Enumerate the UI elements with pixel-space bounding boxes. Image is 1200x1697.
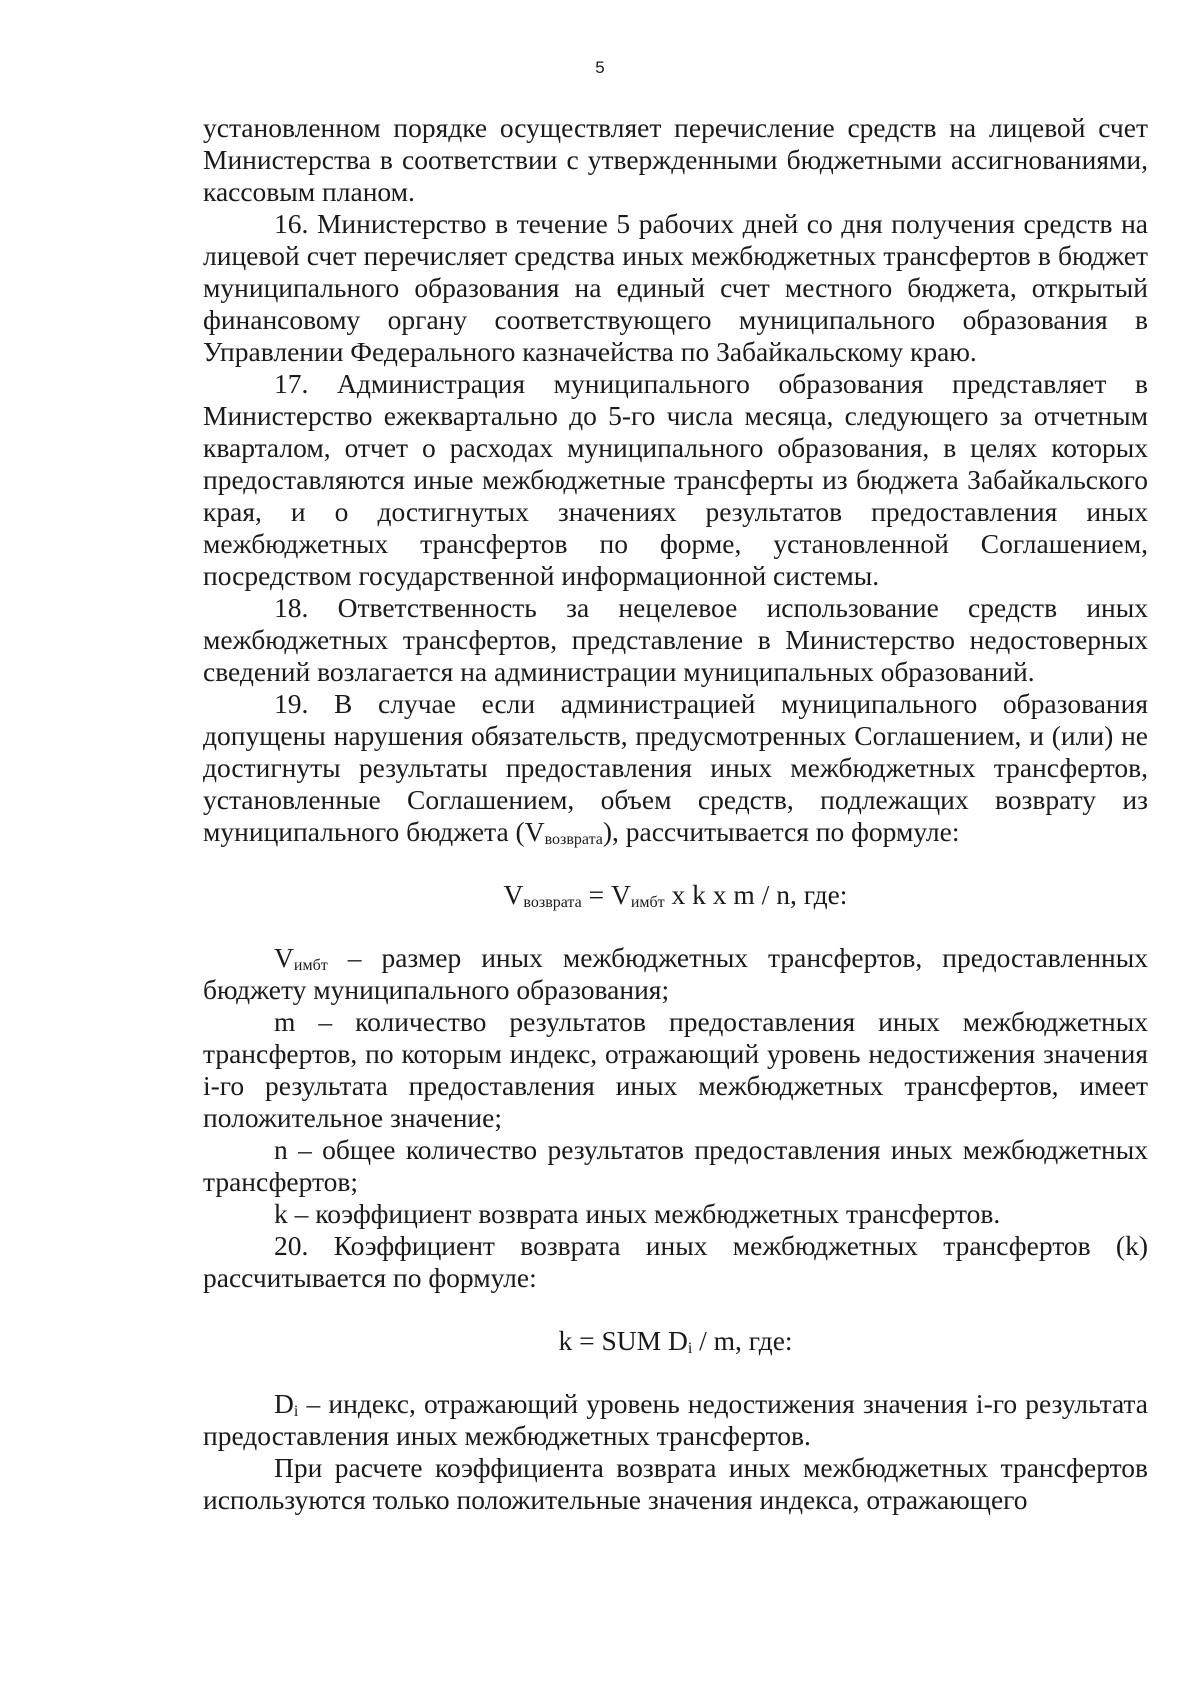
document-body	[203, 112, 1148, 1516]
formula-1-sub-imbt: имбт	[630, 894, 665, 911]
page-number: 5	[595, 58, 605, 77]
definition-di-text: – индекс, отражающий уровень недостижения значения i-го результата предоставления иных межбюджетных трансфертов.	[203, 1388, 1148, 1451]
paragraph-18: 18. Ответственность за нецелевое использование средств иных межбюджетных трансфертов, представление в Министерство недостоверных сведений возлагается на администрации муниципальных образований.	[203, 592, 1148, 687]
definition-di-subscript: i	[293, 1403, 299, 1420]
formula-2-end: / m, где:	[692, 1325, 793, 1356]
formula-1-end: x k x m / n, где:	[664, 879, 848, 910]
formula-1-mid: = V	[581, 879, 631, 910]
formula-1-v: V	[503, 879, 524, 910]
paragraph-19-text: 19. В случае если администрацией муниципального образования допущены нарушения обязательств, предусмотренных Соглашением, и (или) не достигнуты результаты предоставления иных межбюджетных трансфертов, установленные Соглашением, объем средств, подлежащих возврату из муниципального бюджета (V	[203, 688, 1148, 847]
paragraph-16: 16. Министерство в течение 5 рабочих дней со дня получения средств на лицевой счет перечисляет средства иных межбюджетных трансфертов в бюджет муниципального образования на единый счет местного бюджета, открытый финансовому органу соответствующего муниципального образования в Управлении Федерального казначейства по Забайкальскому краю.	[203, 208, 1148, 367]
formula-2-sub: i	[687, 1340, 693, 1357]
definition-n: n – общее количество результатов предоставления иных межбюджетных трансфертов;	[203, 1134, 1148, 1197]
formula-coefficient	[203, 1325, 1148, 1357]
paragraph-19	[203, 688, 1148, 848]
definition-v-text: – размер иных межбюджетных трансфертов, предоставленных бюджету муниципального образования;	[203, 942, 1148, 1005]
formula-2-start: k = SUM D	[558, 1325, 688, 1356]
definition-di	[203, 1388, 1148, 1452]
paragraph-19-text-end: ), рассчитывается по формуле:	[602, 816, 960, 847]
definition-k: k – коэффициент возврата иных межбюджетных трансфертов.	[274, 1198, 1001, 1229]
definition-di-symbol: D	[274, 1388, 294, 1419]
definition-v-imbt	[203, 942, 1148, 1006]
paragraph-17: 17. Администрация муниципального образования представляет в Министерство ежеквартально до 5-го числа месяца, следующего за отчетным кварталом, отчет о расходах муниципального образования, в целях которых предоставляются иные межбюджетные трансферты из бюджета Забайкальского края, и о достигнутых значениях результатов предоставления иных межбюджетных трансфертов по форме, установленной Соглашением, посредством государственной информационной системы.	[203, 368, 1148, 591]
formula-1-sub-return: возврата	[523, 894, 582, 911]
paragraph-20: 20. Коэффициент возврата иных межбюджетных трансфертов (k) рассчитывается по формуле:	[203, 1230, 1148, 1293]
paragraph-last: При расчете коэффициента возврата иных межбюджетных трансфертов используются только положительные значения индекса, отражающего	[203, 1452, 1148, 1515]
formula-return-volume	[203, 879, 1148, 911]
definition-v-subscript: имбт	[293, 957, 328, 974]
definition-v-symbol: V	[274, 942, 294, 973]
paragraph-19-subscript: возврата	[544, 831, 603, 848]
definition-m: m – количество результатов предоставления иных межбюджетных трансфертов, по которым индекс, отражающий уровень недостижения значения i-го результата предоставления иных межбюджетных трансфертов, имеет положительное значение;	[203, 1006, 1148, 1133]
paragraph-continuation: установленном порядке осуществляет перечисление средств на лицевой счет Министерства в соответствии с утвержденными бюджетными ассигнованиями, кассовым планом.	[203, 112, 1148, 207]
